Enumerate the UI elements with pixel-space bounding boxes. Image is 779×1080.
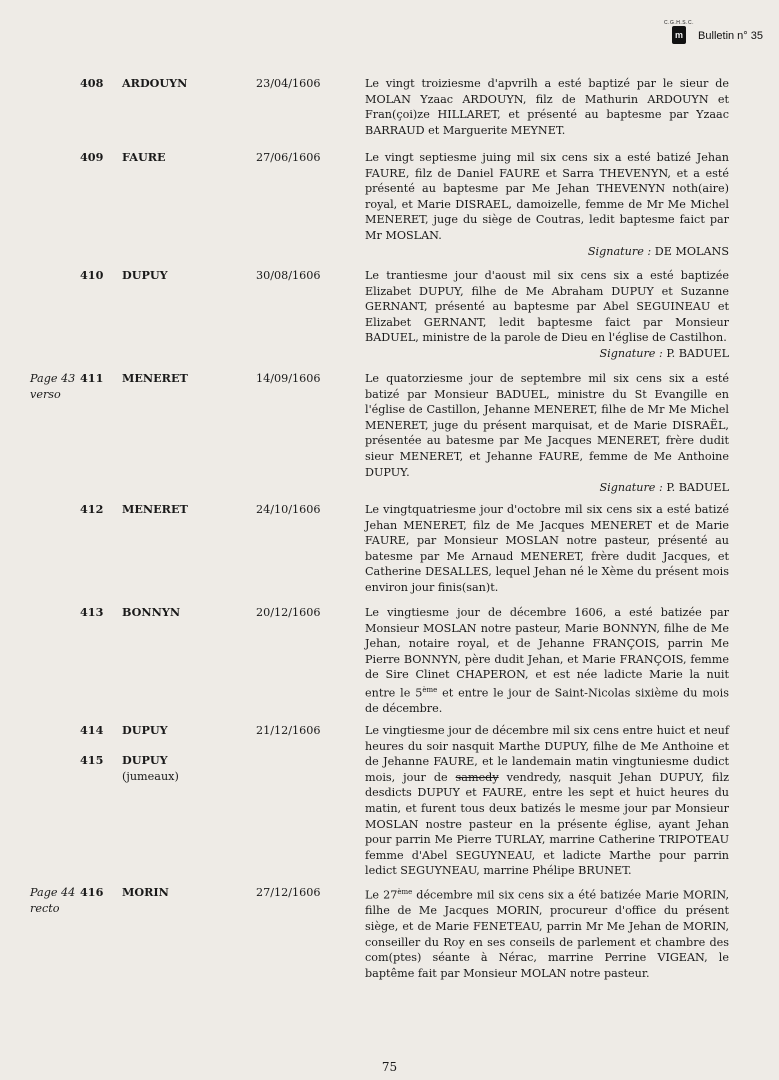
logo-small-text: C.G.H.S.C. <box>664 20 695 26</box>
page-reference-side: verso <box>30 387 61 401</box>
entry-number-2: 415 <box>80 753 104 767</box>
entry-text <box>365 723 729 879</box>
entry-signature <box>365 480 729 496</box>
entry-text-part: et entre le jour de Saint-Nicolas sixième du mois de décembre. <box>365 686 729 716</box>
entry-number: 408 <box>80 76 104 90</box>
entry-text-part: vendredy, nasquit Jehan DUPUY, filz desdicts DUPUY et FAURE, entre les sept et huict heures du matin, et furent tous deux batizés le mesme jour par Monsieur MOSLAN nostre pasteur en la présente église, ayant Jehan pour parrin Me Pierre TURLAY, marrine Catherine TRIPOTEAU femme d'Abel SEGUYNEAU, et ladicte Marthe pour parrin ledict SEGUYNEAU, marrine Phélipe BRUNET. <box>365 770 729 878</box>
page-reference-side: recto <box>30 901 60 915</box>
entry-name: DUPUY <box>122 723 168 737</box>
entry-signature <box>365 244 729 260</box>
bulletin-label: Bulletin n° 35 <box>698 30 763 42</box>
entry-name-note: (jumeaux) <box>122 769 179 783</box>
entry-name: DUPUY <box>122 268 168 282</box>
entry-date: 24/10/1606 <box>256 503 321 516</box>
entry-number: 411 <box>80 371 104 385</box>
struck-word: samedy <box>455 770 499 784</box>
page-reference <box>30 371 80 402</box>
page-reference-number: Page 44 <box>30 886 76 899</box>
entry-text-part: Le vingtiesme jour de décembre 1606, a esté batizée par Monsieur MOSLAN notre pasteur, Marie BONNYN, filhe de Me Jehan, notaire royal, et de Jehanne FRANÇOIS, parrin Me Pierre BONNYN, père dudit Jehan, et Marie FRANÇOIS, femme de Sire Clinet CHAPERON, et est née ladicte Marie la nuit entre le 5 <box>365 606 729 700</box>
page-header <box>664 20 763 44</box>
ordinal-suffix: ème <box>422 685 438 694</box>
association-logo <box>664 20 694 44</box>
entry-text: Le trantiesme jour d'aoust mil six cens six a esté baptizée Elizabet DUPUY, filhe de Me Abraham DUPUY et Suzanne GERNANT, présenté au baptesme par Abel SEGUINEAU et Elizabet GERNANT, ledit baptesme faict par Monsieur BADUEL, ministre de la parole de Dieu en l'église de Castilhon. <box>365 269 729 345</box>
entry-date: 20/12/1606 <box>256 606 321 619</box>
signature-value: DE MOLANS <box>654 244 729 258</box>
entry-text <box>365 885 729 981</box>
signature-label: Signature : <box>599 481 663 495</box>
entry-text: Le quatorziesme jour de septembre mil six cens six a esté batizé par Monsieur BADUEL, ministre du St Evangille en l'église de Castillon, Jehanne MENERET, filhe de Mr Me Michel MENERET, juge du présent marquisat, et de Marie DISRAËL, présentée au batesme par Me Jacques MENERET, frère dudit sieur MENERET, et Jehanne FAURE, femme de Me Anthoine DUPUY. <box>365 372 729 479</box>
entry-text-part: Le 27 <box>365 888 398 902</box>
page-reference <box>30 885 80 916</box>
entry-name: MENERET <box>122 371 188 385</box>
entry-number: 413 <box>80 605 104 619</box>
entry-text: Le vingtquatriesme jour d'octobre mil six cens six a esté batizé Jehan MENERET, filz de Me Jacques MENERET et de Marie FAURE, par Monsieur MOSLAN notre pasteur, présenté au batesme par Me Arnaud MENERET, frère dudit Jacques, et Catherine DESALLES, lequel Jehan né le Xème du présent mois environ jour finis(san)t. <box>365 503 729 594</box>
entry-text-part: Le vingtiesme jour de décembre mil six cens entre huict et neuf heures du soir nasquit Marthe DUPUY, filhe de Me Anthoine et de Jehanne FAURE, et le landemain matin vingtuniesme dudict mois, jour de <box>365 724 729 784</box>
signature-label: Signature : <box>599 346 663 360</box>
entry-name-2: DUPUY <box>122 753 168 767</box>
entry-text: Le vingt troiziesme d'apvrilh a esté baptizé par le sieur de MOLAN Yzaac ARDOUYN, filz de Mathurin ARDOUYN et Fran(çoi)ze HILLARET, et présenté au baptesme par Yzaac BARRAUD et Marguerite MEYNET. <box>365 77 729 137</box>
signature-value: P. BADUEL <box>666 346 729 360</box>
signature-label: Signature : <box>587 244 652 258</box>
entry-number: 414 <box>80 723 104 737</box>
page-number: 75 <box>381 1060 398 1074</box>
entry-number: 409 <box>80 150 104 164</box>
entry-name: ARDOUYN <box>122 76 188 90</box>
ordinal-suffix: ème <box>397 888 413 896</box>
entry-date: 14/09/1606 <box>256 372 321 385</box>
entry-text: Le vingt septiesme juing mil six cens six a esté batizé Jehan FAURE, filz de Daniel FAURE et Sarra THEVENYN, et a esté présenté au baptesme par Me Jehan THEVENYN noth(aire) royal, et Marie DISRAEL, damoizelle, femme de Mr Me Michel MENERET, juge du siège de Coutras, ledit baptesme faict par Mr MOSLAN. <box>365 151 729 242</box>
entry-date: 27/12/1606 <box>256 886 321 899</box>
signature-value: P. BADUEL <box>666 481 729 495</box>
entry-name: BONNYN <box>122 605 181 619</box>
page-reference-number: Page 43 <box>30 372 76 385</box>
entry-number: 416 <box>80 885 104 899</box>
entry-date: 30/08/1606 <box>256 269 321 282</box>
entry-name: FAURE <box>122 150 166 164</box>
entry-date: 21/12/1606 <box>256 724 321 737</box>
entry-date: 23/04/1606 <box>256 77 321 90</box>
logo-mark-icon: m <box>672 26 686 44</box>
entry-date: 27/06/1606 <box>256 151 321 164</box>
entry-text-part: décembre mil six cens six a été batizée Marie MORIN, filhe de Me Jacques MORIN, procureur d'office du présent siège, et de Marie FENETEAU, parrin Mr Me Jehan de MORIN, conseiller du Roy en ses conseils de parlement et chambre des com(ptes) séante à Nérac, marrine Perrine VIGEAN, le baptême fait par Monsieur MOLAN notre pasteur. <box>365 888 729 980</box>
entry-name: MENERET <box>122 502 188 516</box>
entry-signature <box>365 346 729 362</box>
entry-number: 410 <box>80 268 104 282</box>
entry-name: MORIN <box>122 885 169 899</box>
entry-number: 412 <box>80 502 104 516</box>
entry-text <box>365 605 729 717</box>
